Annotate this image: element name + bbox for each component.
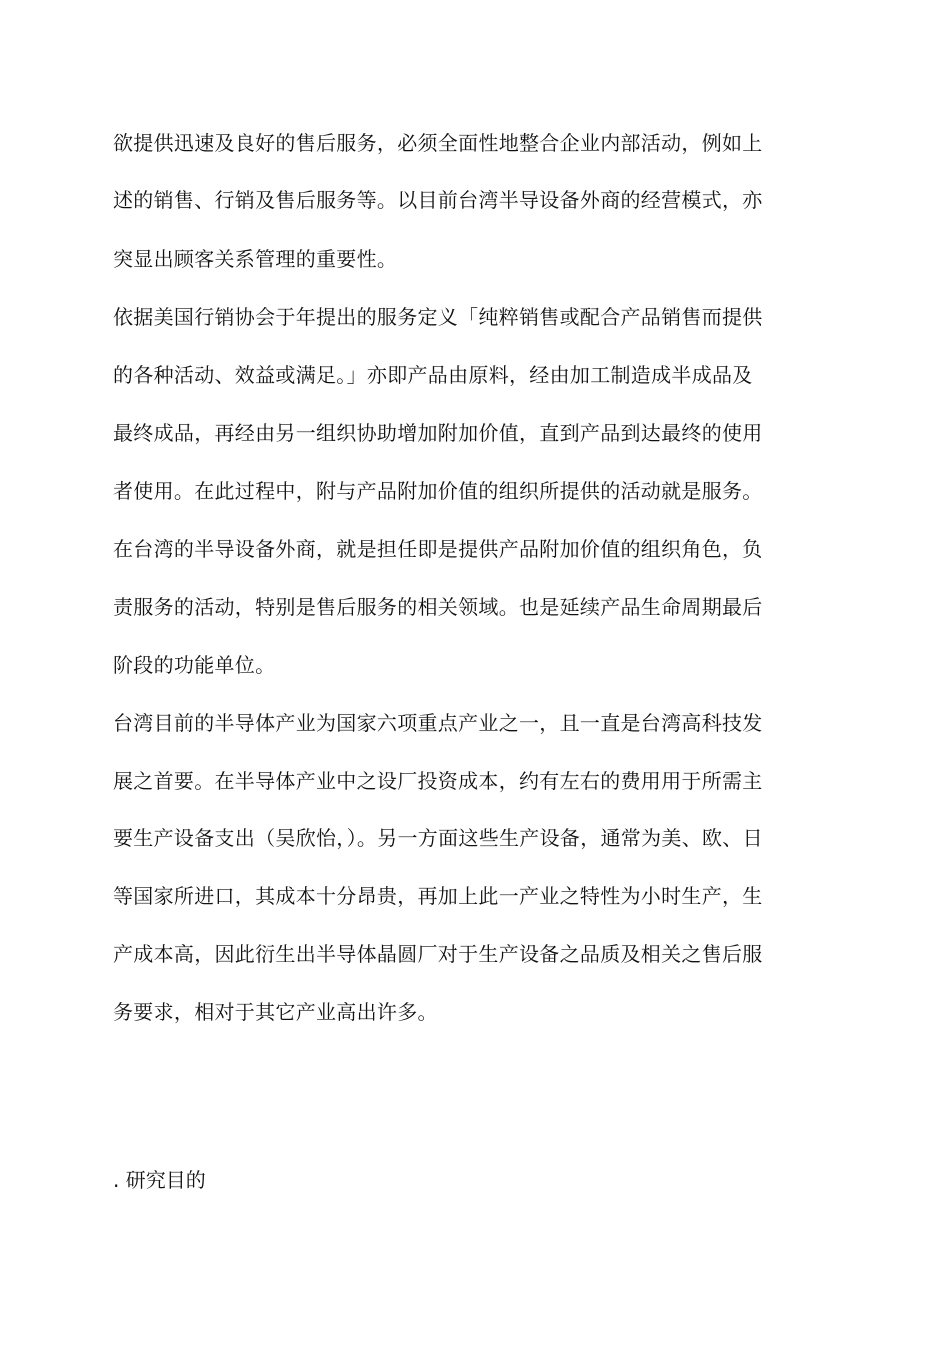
paragraph-4-line-1: 台湾目前的半导体产业为国家六项重点产业之一，且一直是台湾高科技发: [113, 711, 763, 735]
paragraph-4-line-2: 展之首要。在半导体产业中之设厂投资成本，约有左右的费用用于所需主: [113, 769, 763, 793]
paragraph-2-line-3: 最终成品，再经由另一组织协助增加附加价值，直到产品到达最终的使用: [113, 421, 763, 445]
paragraph-4-line-6: 务要求，相对于其它产业高出许多。: [113, 1000, 438, 1024]
paragraph-1-line-3: 突显出顾客关系管理的重要性。: [113, 247, 398, 271]
paragraph-3-line-3: 阶段的功能单位。: [113, 653, 276, 677]
paragraph-1-line-2: 述的销售、行销及售后服务等。以目前台湾半导设备外商的经营模式，亦: [113, 188, 763, 212]
section-heading: . 研究目的: [113, 1168, 206, 1192]
paragraph-4-line-5: 产成本高，因此衍生出半导体晶圆厂对于生产设备之品质及相关之售后服: [113, 942, 763, 966]
paragraph-4-line-3: 要生产设备支出（吴欣怡，）。另一方面这些生产设备，通常为美、欧、日: [113, 826, 763, 850]
paragraph-3-line-2: 责服务的活动，特别是售后服务的相关领域。也是延续产品生命周期最后: [113, 595, 763, 619]
paragraph-3-line-1: 在台湾的半导设备外商，就是担任即是提供产品附加价值的组织角色，负: [113, 537, 763, 561]
paragraph-4-line-4: 等国家所进口，其成本十分昂贵，再加上此一产业之特性为小时生产，生: [113, 884, 763, 908]
paragraph-2-line-2: 的各种活动、效益或满足。」亦即产品由原料，经由加工制造成半成品及: [113, 363, 753, 387]
paragraph-2-line-1: 依据美国行销协会于年提出的服务定义「纯粹销售或配合产品销售而提供: [113, 305, 763, 329]
paragraph-1-line-1: 欲提供迅速及良好的售后服务，必须全面性地整合企业内部活动，例如上: [113, 131, 763, 155]
paragraph-2-line-4: 者使用。在此过程中，附与产品附加价值的组织所提供的活动就是服务。: [113, 479, 763, 503]
